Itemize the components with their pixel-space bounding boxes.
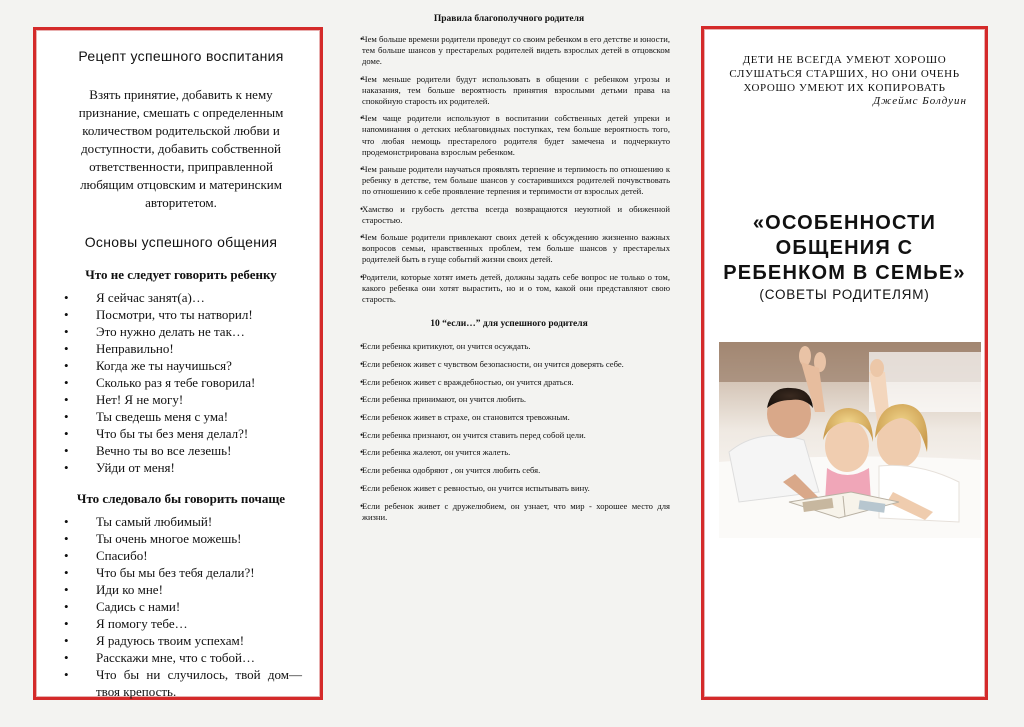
rule-item: • Чем меньше родители будут использовать в общении с ребенком угрозы и наказания, тем больше вероятность принятия взрослыми детьми права на спокойную старость их родителей. [348,74,670,108]
dont-say-list [60,289,302,476]
rule-item: • Чем чаще родители используют в воспитании собственных детей упреки и напоминания о детских неблаговидных поступках, тем больше вероятность того, что любая немощь престарелого родителя будет замечена и подчеркнуто продемонстрирована взрослым ребенком. [348,113,670,158]
do-say-item: • Садись с нами! [60,598,302,615]
family-reading-photo [719,342,981,538]
ifs-list [348,341,670,523]
dont-say-item: • Это нужно делать не так… [60,323,302,340]
do-say-item: • Я помогу тебе… [60,615,302,632]
if-item: • Если ребенка признают, он учится ставить перед собой цели. [348,430,670,441]
rule-item: • Родители, которые хотят иметь детей, должны задать себе вопрос не только о том, какого ребенка они хотят вырастить, но и о том, какой они представляют свою старость. [348,272,670,306]
dont-say-item: • Вечно ты во все лезешь! [60,442,302,459]
rule-item: • Чем больше времени родители проведут со своим ребенком в его детстве и юности, тем больше шансов у престарелых родителей видеть взрослых детей в отцовском доме. [348,34,670,68]
left-panel [33,27,323,700]
dont-say-item: • Ты сведешь меня с ума! [60,408,302,425]
do-say-title: Что следовало бы говорить почаще [76,491,286,506]
middle-panel [348,8,670,720]
if-item: • Если ребенок живет с ревностью, он учится испытывать вину. [348,483,670,494]
recipe-title: Рецепт успешного воспитания [78,48,284,64]
dont-say-item: • Сколько раз я тебе говорила! [60,374,302,391]
if-item: • Если ребенка критикуют, он учится осуждать. [348,341,670,352]
dont-say-item: • Уйди от меня! [60,459,302,476]
rule-item: • Чем больше родители привлекают своих детей к обсуждению жизненно важных вопросов семьи, нравственных проблем, тем больше шансов у престарелых родителей быть в гуще событий жизни своих детей. [348,232,670,266]
basics-title: Основы успешного общения [84,234,278,250]
do-say-item: • Спасибо! [60,547,302,564]
quote-text: ДЕТИ НЕ ВСЕГДА УМЕЮТ ХОРОШО СЛУШАТЬСЯ СТАРШИХ, НО ОНИ ОЧЕНЬ ХОРОШО УМЕЮТ ИХ КОПИРОВАТЬ [729,54,960,94]
if-item: • Если ребенок живет с дружелюбием, он узнает, что мир - хорошее место для жизни. [348,501,670,523]
do-say-item: • Что бы мы без тебя делали?! [60,564,302,581]
dont-say-item: • Неправильно! [60,340,302,357]
do-say-item: • Иди ко мне! [60,581,302,598]
do-say-list [60,513,302,700]
rule-item: • Чем раньше родители научаться проявлять терпение и терпимость по отношению к ребенку в детстве, тем больше шансов у состарившихся родителей почувствовать по отношению к себе проявление терпения и терпимости от взрослых детей. [348,164,670,198]
do-say-item: • Ты очень многое можешь! [60,530,302,547]
quote-author: Джеймс Болдуин [873,95,967,107]
dont-say-item: • Посмотри, что ты натворил! [60,306,302,323]
dont-say-title: Что не следует говорить ребенку [85,267,277,282]
if-item: • Если ребенка принимают, он учится любить. [348,394,670,405]
if-item: • Если ребенок живет с чувством безопасности, он учится доверять себе. [348,359,670,370]
do-say-item: • Ты самый любимый! [60,513,302,530]
ifs-title: 10 “если…” для успешного родителя [430,319,588,330]
if-item: • Если ребенок живет с враждебностью, он учится драться. [348,377,670,388]
rules-title: Правила благополучного родителя [433,14,585,24]
recipe-text: Взять принятие, добавить к нему признание, смешать с определенным количеством родительской любви и доступности, добавить собственной ответственности, приправленной любящим отцовским и материнским авторитетом. [78,87,284,210]
do-say-item: • Расскажи мне, что с тобой… [60,649,302,666]
brochure-title: «ОСОБЕННОСТИ ОБЩЕНИЯ С РЕБЕНКОМ В СЕМЬЕ» [723,212,966,284]
dont-say-item: • Я сейчас занят(а)… [60,289,302,306]
dont-say-item: • Что бы ты без меня делал?! [60,425,302,442]
dont-say-item: • Когда же ты научишься? [60,357,302,374]
if-item: • Если ребенка жалеют, он учится жалеть. [348,447,670,458]
do-say-item: • Я радуюсь твоим успехам! [60,632,302,649]
if-item: • Если ребенка одобряют , он учится любить себя. [348,465,670,476]
rule-item: • Хамство и грубость детства всегда возвращаются неуютной и обиженной старостью. [348,204,670,226]
dont-say-item: • Нет! Я не могу! [60,391,302,408]
do-say-item: • Что бы ни случилось, твой дом—твоя крепость. [60,666,302,700]
right-panel [701,26,988,700]
brochure-subtitle: (СОВЕТЫ РОДИТЕЛЯМ) [759,287,930,302]
if-item: • Если ребенок живет в страхе, он становится тревожным. [348,412,670,423]
rules-list [348,34,670,305]
